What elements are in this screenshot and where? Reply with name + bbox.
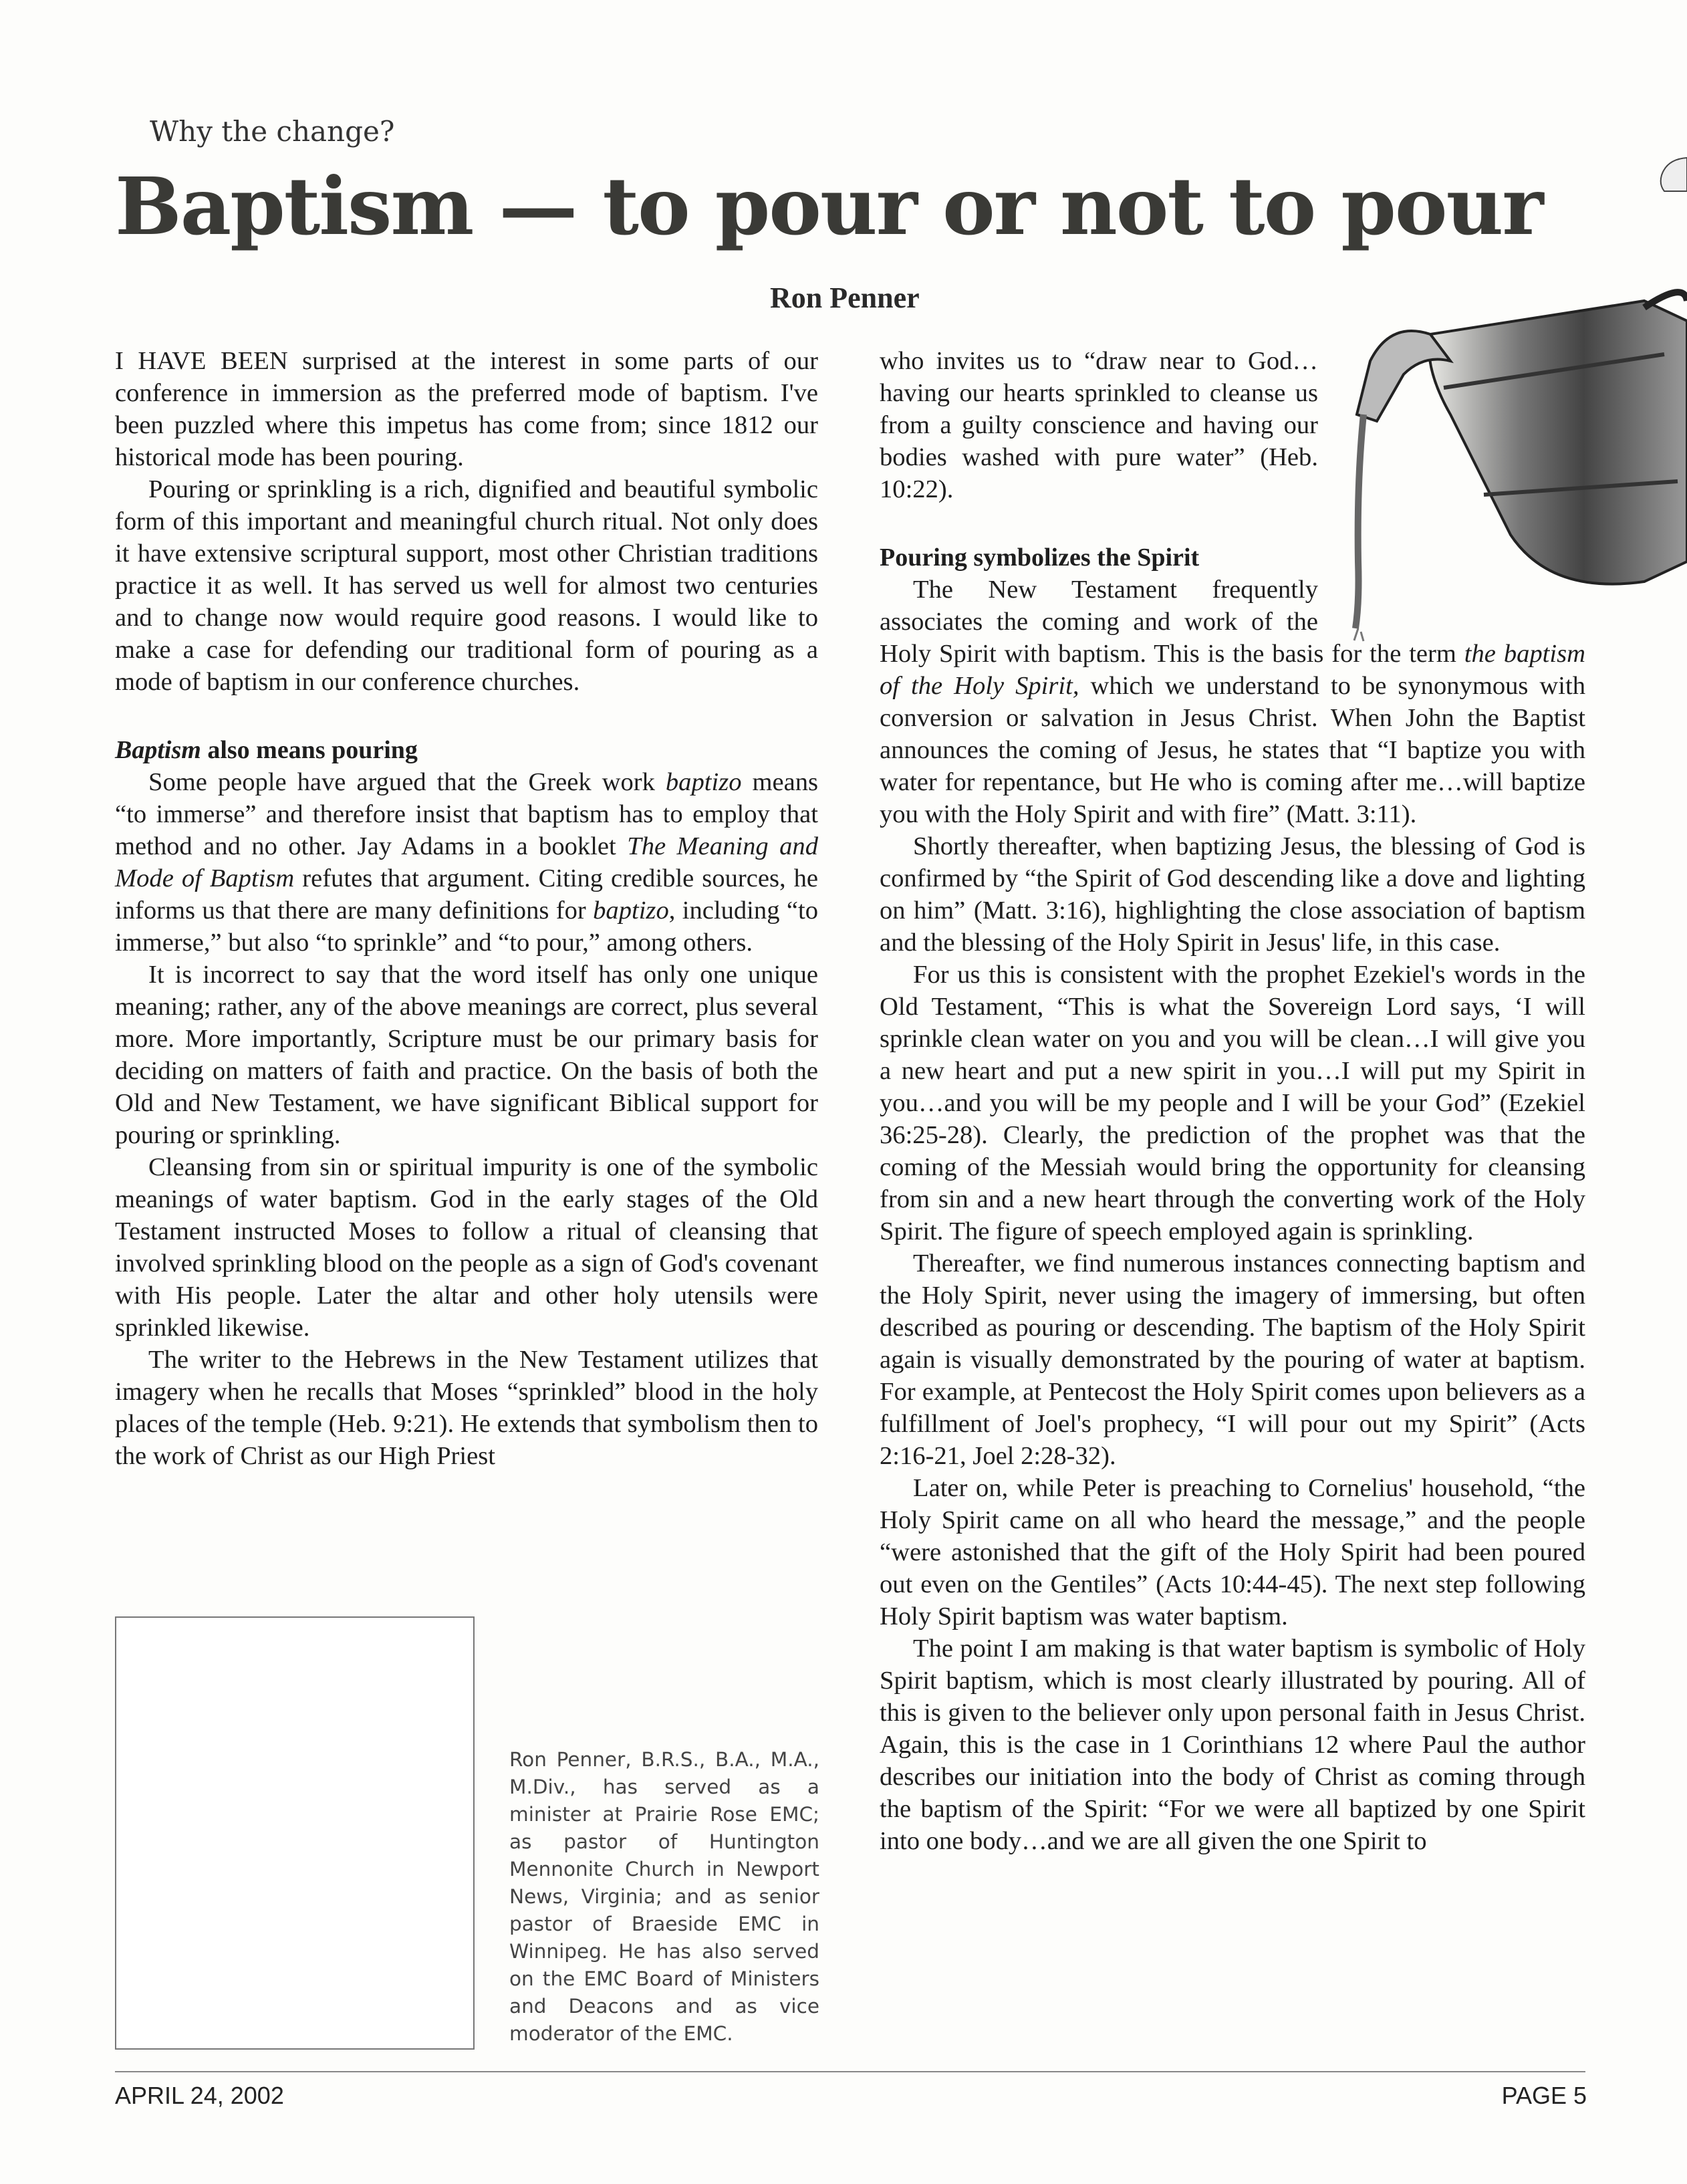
pitcher-illustration — [1350, 281, 1687, 655]
paragraph: Thereafter, we find numerous instances connecting baptism and the Holy Spirit, never using the imagery of immersing, but often described as pouring or descending. The baptism of the Holy Spirit again is visually demonstrated by the pouring of water at baptism. For example, at Pentecost the Holy Spirit comes upon believers as a fulfillment of Joel's prophecy, “I will pour out my Spirit” (Acts 2:16-21, Joel 2:28-32). — [880, 1249, 1585, 1470]
paragraph — [115, 766, 818, 959]
paragraph: Cleansing from sin or spiritual impurity is one of the symbolic meanings of water baptism. God in the early stages of the Old Testament instructed Moses to follow a ritual of cleansing that involved sprinkling blood on the people as a sign of God's covenant with His people. Later the altar and other holy utensils were sprinkled likewise. — [115, 1153, 818, 1342]
paragraph: For us this is consistent with the prophet Ezekiel's words in the Old Testament, “This is what the Sovereign Lord says, ‘I will sprinkle clean water on you and you will be clean…I will give you a new heart and put a new spirit in you…I will put my Spirit in you…and you will be my people and I will be your God” (Ezekiel 36:25-28). Clearly, the prediction of the prophet was that the coming of the Messiah would bring the opportunity for cleansing from sin and a new heart through the converting work of the Holy Spirit. The figure of speech employed again is sprinkling. — [880, 961, 1585, 1245]
footer-page-number: PAGE 5 — [1501, 2082, 1587, 2109]
text-run: Some people have argued that the Greek work — [148, 768, 666, 796]
section-heading: Pouring symbolizes the Spirit — [880, 543, 1200, 572]
text-run: refutes that argument. Citing credible sources, he informs us that there are many definitions for — [115, 864, 818, 925]
section-heading — [115, 734, 818, 766]
paragraph: who invites us to “draw near to God…having our hearts sprinkled to cleanse us from a guilty conscience and having our bodies washed with pure water” (Heb. 10:22). — [880, 347, 1318, 503]
text-run: , including “to immerse,” but also “to sprinkle” and “to pour,” among others. — [115, 896, 818, 957]
term: baptizo — [593, 896, 669, 925]
paragraph: The writer to the Hebrews in the New Testament utilizes that imagery when he recalls that Moses “sprinkled” blood in the holy places of the temple (Heb. 9:21). He extends that symbolism then to the work of Christ as our High Priest — [115, 1346, 818, 1470]
paragraph: Later on, while Peter is preaching to Cornelius' household, “the Holy Spirit came on all who heard the message,” and the people “were astonished that the gift of the Holy Spirit had been poured out even on the Gentiles” (Acts 10:44-45). The next step following Holy Spirit baptism was water baptism. — [880, 1474, 1585, 1630]
term: baptizo — [665, 768, 742, 796]
paragraph: Pouring or sprinkling is a rich, dignified and beautiful symbolic form of this important and meaningful church ritual. Not only does it have extensive scriptural support, most other Christian traditions practice it as well. It has served us well for almost two centuries and to change now would require good reasons. I would like to make a case for defending our traditional form of pouring as a mode of baptism in our conference churches. — [115, 475, 818, 696]
paragraph: I HAVE BEEN surprised at the interest in some parts of our conference in immersion as the preferred mode of baptism. I've been puzzled where this impetus has come from; since 1812 our historical mode has been pouring. — [115, 347, 818, 471]
book-title: The Meaning and Mode of Baptism — [115, 832, 818, 892]
text-run: which we understand to be synonymous with conversion or salvation in Jesus Christ. When John the Baptist announces the coming of Jesus, he states that “I baptize you with water for repentance, but He who is coming after me…will baptize you with the Holy Spirit and with fire” (Matt. 3:11). — [880, 672, 1585, 828]
footer-date: APRIL 24, 2002 — [115, 2082, 284, 2109]
kicker: Why the change? — [150, 115, 395, 148]
author-photo-placeholder — [115, 1616, 475, 2050]
footer-rule — [115, 2071, 1585, 2072]
paragraph: It is incorrect to say that the word itself has only one unique meaning; rather, any of the above meanings are correct, plus several more. More importantly, Scripture must be our primary basis for deciding on matters of faith and practice. On the basis of both the Old and New Testament, we have significant Biblical support for pouring or sprinkling. — [115, 961, 818, 1149]
heading-italic: Baptism — [115, 736, 201, 764]
term: the baptism of the Holy Spirit, — [880, 640, 1585, 700]
text-run: means “to immerse” and therefore insist that baptism has to employ that method and no other. Jay Adams in a booklet — [115, 768, 819, 860]
headline: Baptism — to pour or not to pour — [115, 160, 1543, 253]
corner-fragment-icon — [1651, 155, 1687, 193]
paragraph: The point I am making is that water baptism is symbolic of Holy Spirit baptism, which is most clearly illustrated by pouring. All of this is given to the believer only upon personal faith in Jesus Christ. Again, this is the case in 1 Corinthians 12 where Paul the author describes our initiation into the body of Christ as coming through the baptism of the Spirit: “For we were all baptized by one Spirit into one body…and we are all given the one Spirit to — [880, 1634, 1585, 1855]
heading-rest: also means pouring — [201, 736, 418, 764]
author-bio: Ron Penner, B.R.S., B.A., M.A., M.Div., has served as a minister at Prairie Rose EMC; as pastor of Huntington Mennonite Church in Newport News, Virginia; and as senior pastor of Braeside EMC in Winnipeg. He has also served on the EMC Board of Ministers and Deacons and as vice moderator of the EMC. — [509, 1748, 819, 2045]
paragraph: Shortly thereafter, when baptizing Jesus, the blessing of God is confirmed by “the Spirit of God descending like a dove and lighting on him” (Matt. 3:16), highlighting the close association of baptism and the blessing of the Holy Spirit in Jesus' life, in this case. — [880, 832, 1585, 957]
left-column — [115, 345, 818, 1472]
byline: Ron Penner — [770, 281, 920, 314]
text-run: The New Testament frequently associates the coming and work of the Holy Spirit with baptism. This is the basis for the term — [880, 576, 1464, 668]
